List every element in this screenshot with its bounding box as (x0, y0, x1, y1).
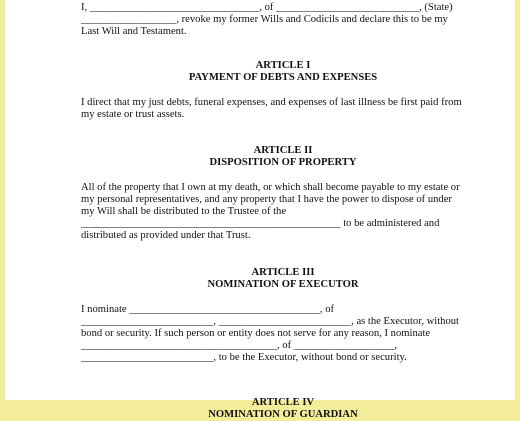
article-2-line-5: distributed as provided under that Trust. (81, 230, 251, 241)
article-1-title: PAYMENT OF DEBTS AND EXPENSES (188, 72, 378, 83)
article-3 (81, 267, 485, 364)
intro-line-2: __________________, revoke my former Wills and Codicils and declare this to be my (81, 14, 448, 25)
article-3-line-4: _____________________________________, of ___________________, (81, 340, 398, 351)
article-2-line-3: my Will shall be distributed to the Trustee of the (81, 206, 287, 217)
article-1-number: ARTICLE I (255, 60, 311, 71)
intro-line-3: Last Will and Testament. (81, 26, 187, 37)
intro-paragraph (81, 2, 485, 38)
intro-line-1: I, ________________________________, of ___________________________, (State) (81, 2, 453, 13)
article-2 (81, 145, 485, 242)
article-3-line-2: _________________________, _________________________, as the Executor, without (81, 316, 459, 327)
article-1-line-2: my estate or trust assets. (81, 109, 185, 120)
article-4 (81, 397, 485, 421)
article-4-number: ARTICLE IV (251, 397, 315, 408)
article-3-line-3: bond or security. If such person or entity does not serve for any reason, I nominate (81, 328, 431, 339)
article-3-line-1: I nominate ____________________________________, of (81, 304, 335, 315)
article-2-line-1: All of the property that I own at my death, or which shall become payable to my estate or (81, 182, 460, 193)
article-4-title: NOMINATION OF GUARDIAN (208, 409, 358, 420)
article-2-line-4: _________________________________________________ to be administered and (81, 218, 440, 229)
article-3-number: ARTICLE III (251, 267, 315, 278)
article-3-title: NOMINATION OF EXECUTOR (207, 279, 359, 290)
article-1 (81, 60, 485, 121)
article-2-title: DISPOSITION OF PROPERTY (209, 157, 357, 168)
will-document-page (5, 0, 515, 420)
article-3-line-5: _________________________, to be the Executor, without bond or security. (81, 352, 407, 363)
article-2-number: ARTICLE II (253, 145, 313, 156)
article-2-line-2: my personal representatives, and any property that I have the power to dispose of under (81, 194, 452, 205)
article-1-line-1: I direct that my just debts, funeral expenses, and expenses of last illness be first paid from (81, 97, 462, 108)
